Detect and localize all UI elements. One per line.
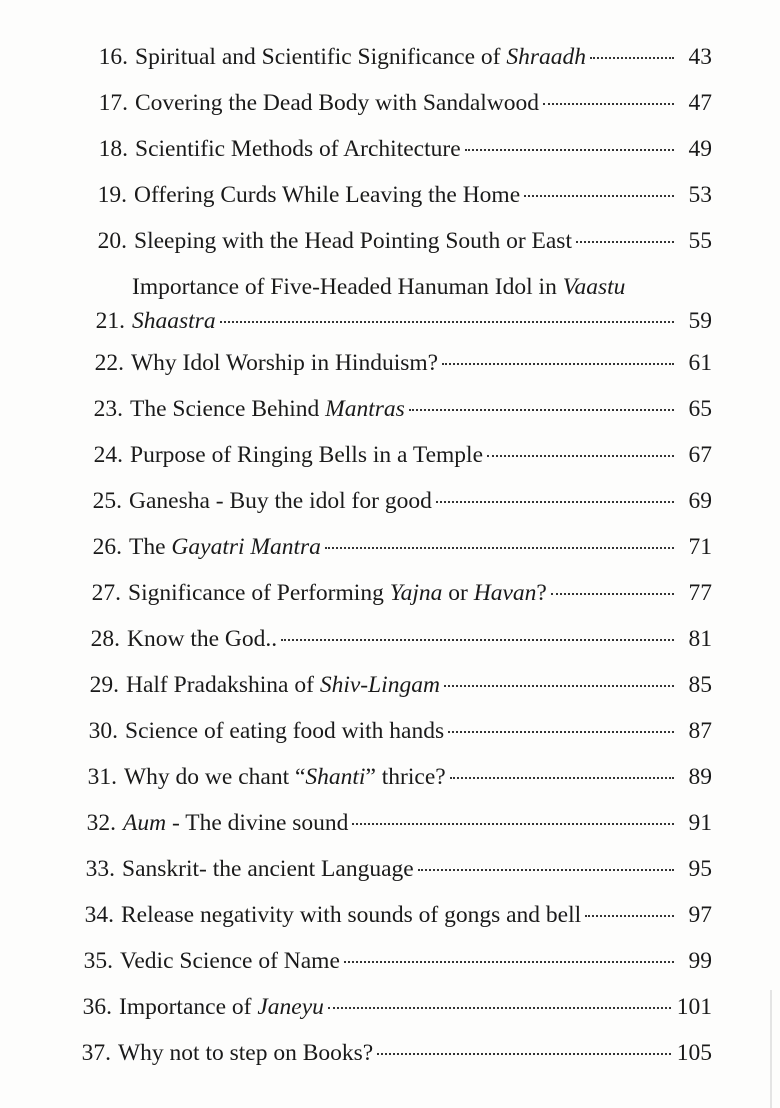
toc-entry-title	[134, 226, 572, 256]
toc-entry-page-number: 99	[688, 948, 712, 974]
toc-title-italic-segment: Shanti	[305, 764, 366, 790]
toc-entry-title	[125, 716, 444, 746]
toc-entry-page-number: 85	[688, 672, 712, 698]
toc-entry[interactable]	[79, 578, 712, 608]
toc-entry-title	[135, 134, 461, 164]
toc-title-italic-segment: Havan	[473, 580, 537, 606]
toc-entry[interactable]	[80, 486, 712, 516]
toc-title-segment: Importance of Five-Headed Hanuman Idol in	[132, 274, 563, 300]
toc-entry-number: 20.	[97, 228, 127, 254]
toc-entry-number: 32.	[86, 810, 116, 836]
toc-title-segment: Why not to step on Books?	[118, 1040, 374, 1066]
page-edge-shadow	[770, 990, 772, 1108]
toc-entry-number: 33.	[85, 856, 115, 882]
toc-entry-page-number: 65	[688, 396, 712, 422]
toc-entry[interactable]	[70, 992, 712, 1022]
toc-entry-page-number: 101	[676, 994, 712, 1020]
toc-entry-number: 29.	[89, 672, 119, 698]
dot-leader	[448, 731, 674, 733]
toc-title-italic-segment: Aum	[123, 810, 167, 836]
toc-entry[interactable]	[72, 900, 712, 930]
toc-entry-number: 23.	[93, 396, 123, 422]
toc-entry-page-number: 105	[676, 1040, 712, 1066]
toc-entry-number: 28.	[90, 626, 120, 652]
toc-entry-number: 19.	[97, 182, 127, 208]
toc-entry-number: 35.	[83, 948, 113, 974]
toc-title-italic-segment: Shraadh	[506, 44, 586, 70]
toc-title-italic-segment: Janeyu	[257, 994, 324, 1020]
toc-entry-page-number: 91	[688, 810, 712, 836]
toc-title-segment: Offering Curds While Leaving the Home	[134, 182, 521, 208]
toc-title-segment: Spiritual and Scientific Significance of	[135, 44, 507, 70]
toc-title-segment: Ganesha - Buy the idol for good	[129, 488, 432, 514]
dot-leader	[352, 823, 674, 825]
toc-entry-number: 18.	[98, 136, 128, 162]
toc-entry-title	[134, 180, 520, 210]
toc-entry-number: 22.	[94, 350, 124, 376]
toc-title-segment: Importance of	[119, 994, 258, 1020]
toc-entry-number: 17.	[98, 90, 128, 116]
toc-entry[interactable]	[76, 716, 712, 746]
dot-leader	[551, 593, 674, 595]
toc-entry[interactable]	[75, 762, 712, 792]
toc-title-segment: Science of eating food with hands	[125, 718, 445, 744]
toc-entry-number: 16.	[98, 44, 128, 70]
toc-entry-page-number: 87	[688, 718, 712, 744]
toc-title-segment: Sleeping with the Head Pointing South or East	[134, 228, 572, 254]
dot-leader	[450, 777, 674, 779]
toc-title-segment: The Science Behind	[130, 396, 326, 422]
dot-leader	[418, 869, 674, 871]
toc-entry[interactable]	[86, 88, 712, 118]
toc-title-segment: Vedic Science of Name	[120, 948, 340, 974]
toc-entry-title	[132, 272, 625, 302]
dot-leader	[377, 1053, 671, 1055]
toc-entry[interactable]	[81, 394, 712, 424]
toc-title-italic-segment: Shiv-Lingam	[319, 672, 440, 698]
toc-entry-title	[129, 486, 432, 516]
dot-leader	[465, 149, 674, 151]
toc-title-segment: ?	[536, 580, 547, 606]
toc-entry-page-number: 49	[688, 136, 712, 162]
dot-leader	[590, 57, 674, 59]
toc-entry-number: 36.	[82, 994, 112, 1020]
toc-entry-title	[123, 808, 348, 838]
toc-entry[interactable]	[86, 42, 712, 72]
toc-entry-page-number: 55	[688, 228, 712, 254]
toc-entry-title	[130, 440, 483, 470]
dot-leader	[436, 501, 674, 503]
toc-entry-title	[128, 578, 547, 608]
toc-entry[interactable]	[71, 946, 712, 976]
toc-entry-title	[119, 992, 324, 1022]
dot-leader	[442, 363, 674, 365]
dot-leader	[576, 241, 674, 243]
toc-title-segment: Purpose of Ringing Bells in a Temple	[130, 442, 484, 468]
toc-title-segment: Half Pradakshina of	[126, 672, 320, 698]
toc-entry-page-number: 81	[688, 626, 712, 652]
toc-entry-page-number: 59	[688, 308, 712, 334]
toc-entry-title	[135, 42, 586, 72]
toc-title-segment: Know the God..	[127, 626, 278, 652]
dot-leader	[487, 455, 674, 457]
toc-entry-title	[132, 306, 216, 336]
toc-title-segment: Why Idol Worship in Hinduism?	[131, 350, 439, 376]
toc-entry-page-number: 61	[688, 350, 712, 376]
toc-entry-title	[127, 624, 277, 654]
toc-title-segment: Scientific Methods of Architecture	[135, 136, 461, 162]
toc-entry[interactable]	[73, 854, 712, 884]
toc-title-segment: ” thrice?	[365, 764, 446, 790]
toc-entry[interactable]	[85, 180, 712, 210]
toc-entry-title	[122, 854, 414, 884]
toc-title-segment: Significance of Performing	[128, 580, 390, 606]
toc-entry-number: 37.	[81, 1040, 111, 1066]
dot-leader	[524, 195, 674, 197]
dot-leader	[344, 961, 674, 963]
toc-entry-page-number: 89	[688, 764, 712, 790]
toc-title-italic-segment: Shaastra	[132, 308, 216, 334]
toc-entry[interactable]	[69, 1038, 712, 1068]
toc-entry-title	[124, 762, 446, 792]
toc-entry-number: 26.	[92, 534, 122, 560]
toc-entry-page-number: 43	[688, 44, 712, 70]
toc-entry-number: 30.	[88, 718, 118, 744]
toc-entry-page-number: 69	[688, 488, 712, 514]
toc-entry-page-number: 71	[688, 534, 712, 560]
toc-entry-page-number: 77	[688, 580, 712, 606]
toc-entry[interactable]	[80, 532, 712, 562]
toc-entry-page-number: 53	[688, 182, 712, 208]
toc-entry-title	[118, 1038, 373, 1068]
dot-leader	[585, 915, 674, 917]
toc-title-segment: Why do we chant “	[124, 764, 306, 790]
toc-entry[interactable]	[78, 624, 712, 654]
toc-entry[interactable]	[85, 226, 712, 256]
toc-entry-number: 21.	[95, 308, 125, 334]
toc-entry-number: 31.	[87, 764, 117, 790]
dot-leader	[325, 547, 674, 549]
toc-entry-title	[130, 394, 405, 424]
toc-entry-title	[135, 88, 539, 118]
toc-entry-number: 24.	[93, 442, 123, 468]
toc-entry-title	[131, 348, 438, 378]
toc-entry-page-number: 95	[688, 856, 712, 882]
toc-title-italic-segment: Yajna	[389, 580, 443, 606]
toc-title-segment: The	[129, 534, 172, 560]
toc-entry-number: 27.	[91, 580, 121, 606]
dot-leader	[220, 321, 674, 323]
toc-entry-page-number: 47	[688, 90, 712, 116]
toc-entry[interactable]	[86, 134, 712, 164]
toc-title-segment: or	[442, 580, 474, 606]
toc-entry[interactable]	[74, 808, 712, 838]
toc-title-segment: - The divine sound	[166, 810, 349, 836]
toc-entry[interactable]	[83, 272, 712, 336]
toc-title-italic-segment: Vaastu	[562, 274, 626, 300]
toc-title-segment: Covering the Dead Body with Sandalwood	[135, 90, 540, 116]
dot-leader	[281, 639, 674, 641]
toc-entry-page-number: 67	[688, 442, 712, 468]
toc-title-italic-segment: Gayatri Mantra	[171, 534, 321, 560]
toc-entry-number: 25.	[92, 488, 122, 514]
toc-title-segment: Sanskrit- the ancient Language	[122, 856, 414, 882]
toc-entry-title	[129, 532, 321, 562]
toc-entry-title	[126, 670, 440, 700]
toc-entry-page-number: 97	[688, 902, 712, 928]
dot-leader	[444, 685, 674, 687]
toc-title-segment: Release negativity with sounds of gongs and bell	[121, 902, 582, 928]
toc-entry-title	[121, 900, 581, 930]
dot-leader	[328, 1007, 671, 1009]
toc-entry-title	[120, 946, 340, 976]
dot-leader	[543, 103, 674, 105]
toc-entry[interactable]	[82, 348, 712, 378]
toc-entry[interactable]	[77, 670, 712, 700]
toc-entry-number: 34.	[84, 902, 114, 928]
dot-leader	[409, 409, 674, 411]
toc-entry[interactable]	[81, 440, 712, 470]
toc-title-italic-segment: Mantras	[325, 396, 405, 422]
